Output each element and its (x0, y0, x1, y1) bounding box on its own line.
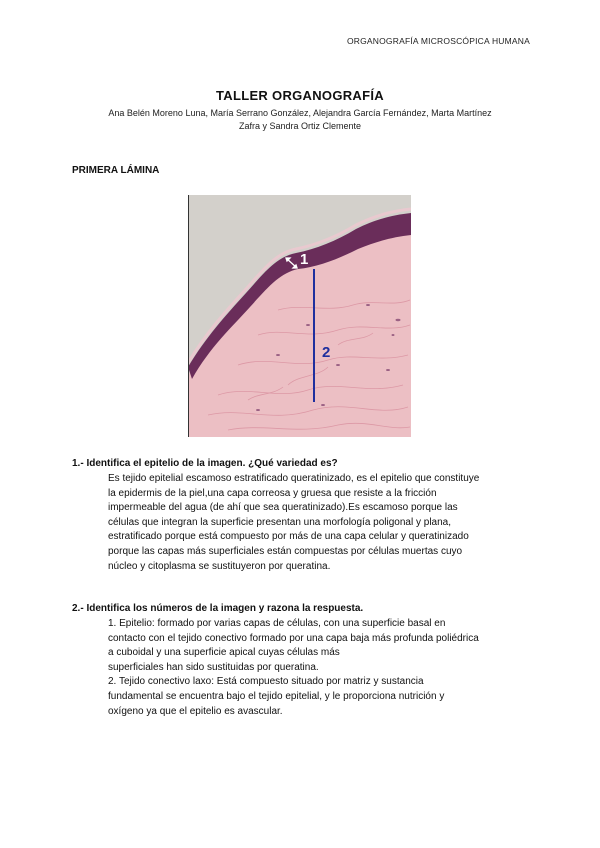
answer-line: 1. Epitelio: formado por varias capas de células, con una superficie basal en (108, 618, 446, 629)
answer-line: fundamental se encuentra bajo el tejido epitelial, y le proporciona nutrición y (108, 690, 445, 702)
question-1: 1.- Identifica el epitelio de la imagen. ¿Qué variedad es? (72, 458, 338, 469)
authors (80, 107, 520, 133)
histology-figure (188, 195, 411, 437)
skin-micrograph (188, 195, 411, 437)
figure-label-1: 1 (300, 251, 309, 268)
document-title: TALLER ORGANOGRAFÍA (216, 88, 384, 103)
answer-line: Es tejido epitelial escamoso estratificado queratinizado, es el epitelio que constituye (108, 473, 480, 484)
authors-line-2: Zafra y Sandra Ortiz Clemente (238, 121, 362, 131)
answer-line: núcleo y citoplasma se sustituyeron por queratina. (108, 560, 331, 572)
answer-line: células que integran la superficie presentan una morfología poligonal y plana, (108, 516, 452, 528)
answer-line: 2. Tejido conectivo laxo: Está compuesto situado por matriz y sustancia (108, 676, 424, 688)
authors-line-1: Ana Belén Moreno Luna, María Serrano González, Alejandra García Fernández, Marta Martínez (108, 108, 492, 118)
answer-line: a cuboidal y una superficie apical cuyas células más (108, 647, 340, 659)
question-2: 2.- Identifica los números de la imagen y razona la respuesta. (72, 603, 364, 614)
answer-line: impermeable del agua (de ahí que sea queratinizado).Es escamoso porque las (108, 502, 458, 514)
section-heading: PRIMERA LÁMINA (72, 165, 160, 176)
answer-1 (108, 472, 528, 574)
answer-line: superficiales han sido sustituidas por queratina. (108, 661, 319, 673)
answer-2 (108, 617, 528, 719)
figure-label-2: 2 (322, 344, 331, 361)
answer-line: oxígeno ya que el epitelio es avascular. (108, 705, 283, 717)
answer-line: contacto con el tejido conectivo formado por una capa baja más profunda poliédrica (108, 632, 479, 644)
answer-line: estratificado porque está compuesto por más de una capa celular y queratinizado (108, 531, 469, 543)
running-header: ORGANOGRAFÍA MICROSCÓPICA HUMANA (346, 36, 530, 46)
answer-line: porque las capas más superficiales están compuestas por células muertas cuyo (108, 545, 463, 557)
answer-line: la epidermis de la piel,una capa correosa y gruesa que resiste a la fricción (108, 487, 437, 499)
